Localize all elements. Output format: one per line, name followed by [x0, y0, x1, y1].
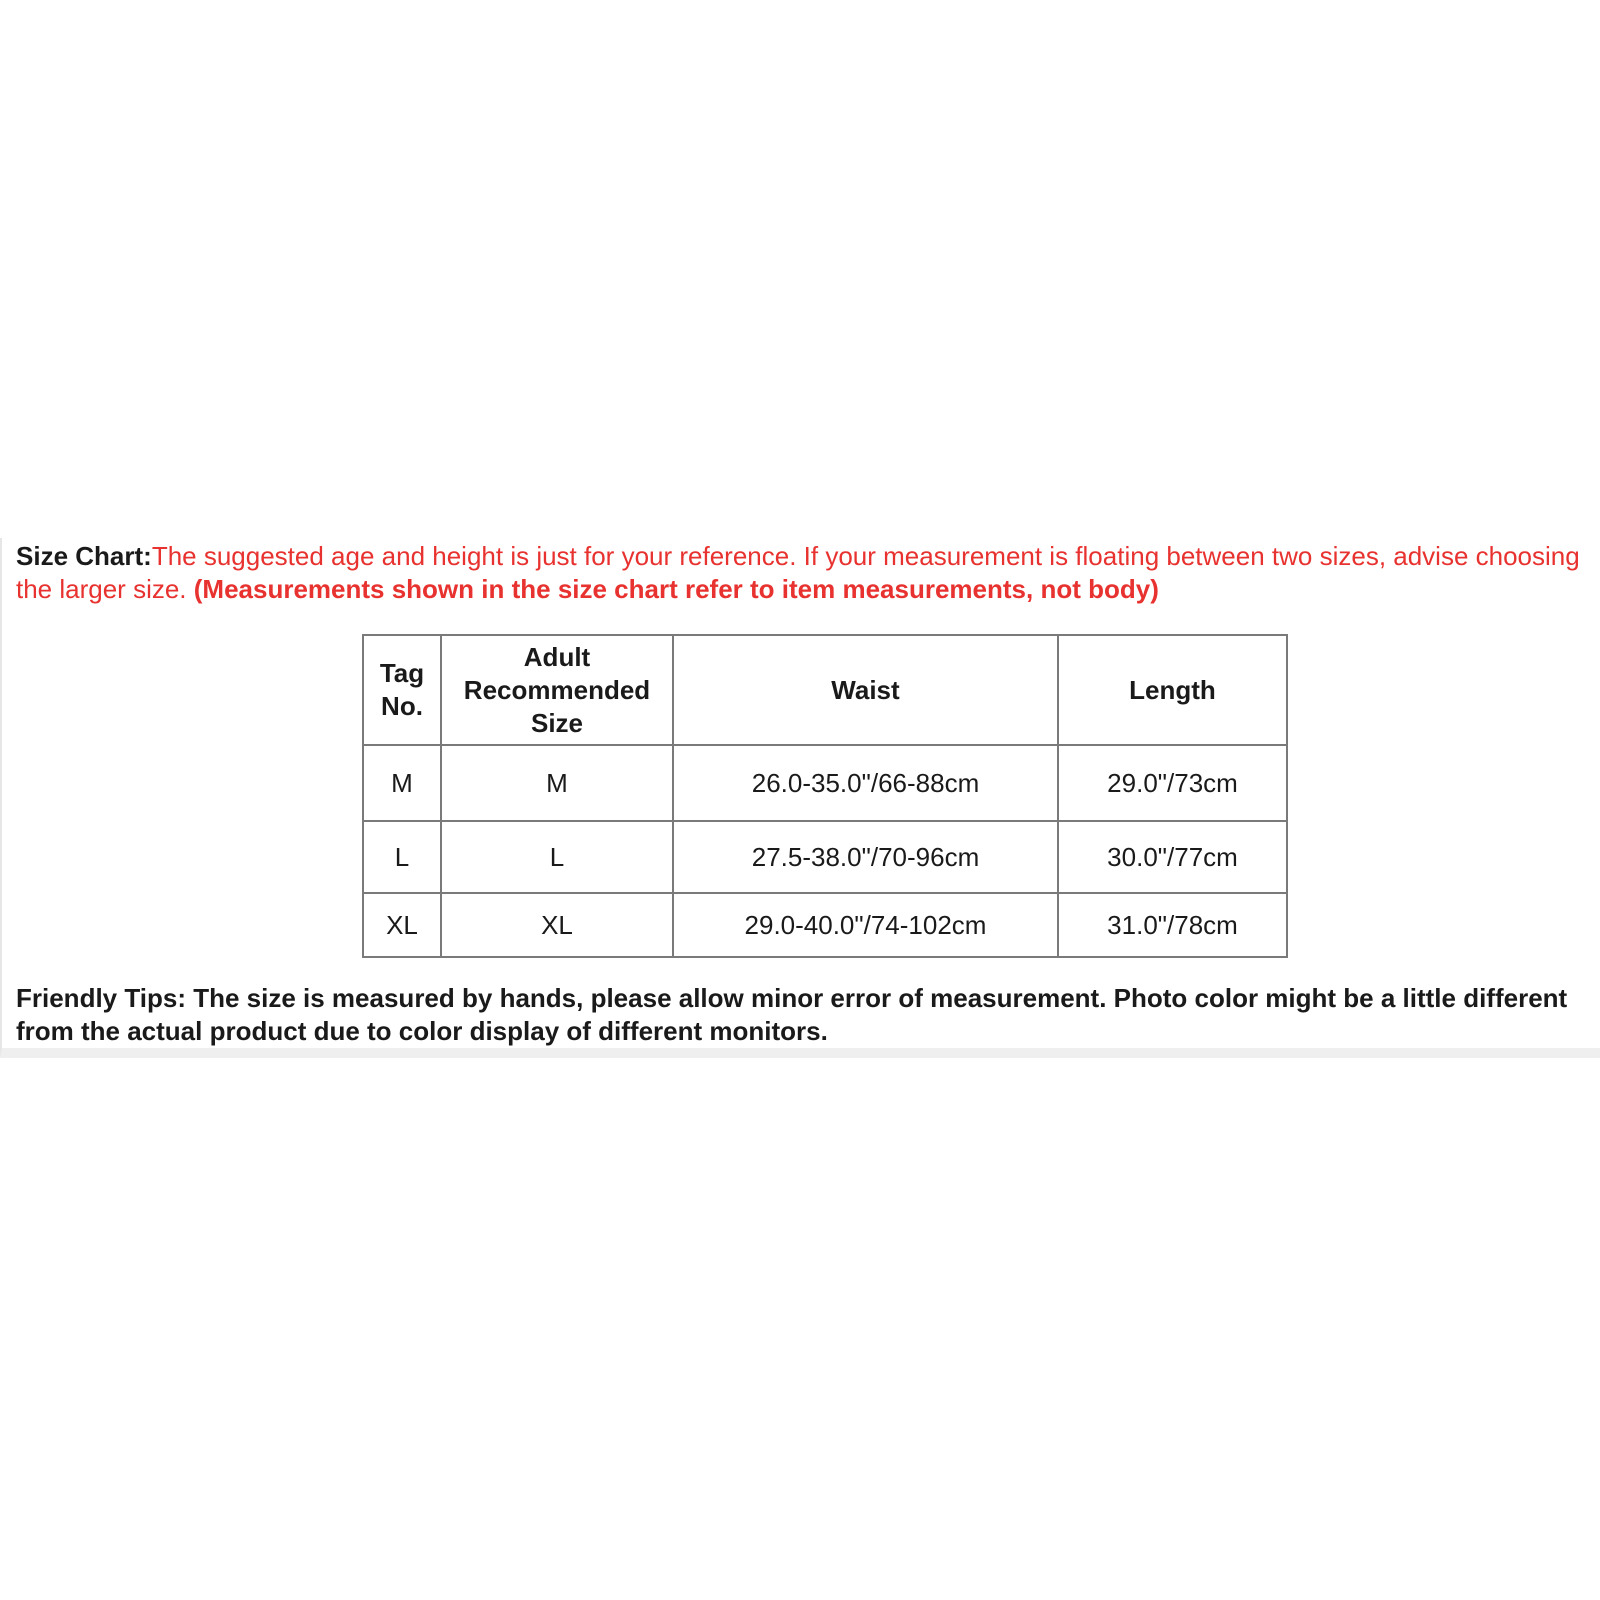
friendly-tips: Friendly Tips: The size is measured by hands, please allow minor error of measurement. Photo color might be a little different from the actual product due to color display of different monitors.: [16, 983, 1568, 1046]
header-adult-line1: Adult: [523, 641, 591, 672]
table-row: [363, 893, 1287, 957]
cell-length: 29.0"/73cm: [1058, 745, 1287, 821]
size-chart-advice: The suggested age and height is just for your reference. If your measurement is floating between two sizes, advise choosing the larger size.: [16, 541, 1580, 604]
cell-length: 30.0"/77cm: [1058, 821, 1287, 893]
cell-length: 31.0"/78cm: [1058, 893, 1287, 957]
header-tag-no: [363, 635, 441, 745]
measurement-note: (Measurements shown in the size chart refer to item measurements, not body): [193, 574, 1159, 604]
cell-waist: 29.0-40.0"/74-102cm: [673, 893, 1058, 957]
cell-tag: XL: [363, 893, 441, 957]
cell-adult-size: XL: [441, 893, 673, 957]
header-tag-line2: No.: [381, 691, 423, 721]
header-length: Length: [1058, 635, 1287, 745]
cell-tag: L: [363, 821, 441, 893]
cell-waist: 27.5-38.0"/70-96cm: [673, 821, 1058, 893]
size-chart-panel: [0, 538, 1600, 1058]
header-adult-size: [441, 635, 673, 745]
header-tag-line1: Tag: [379, 658, 425, 688]
header-waist: Waist: [673, 635, 1058, 745]
cell-waist: 26.0-35.0"/66-88cm: [673, 745, 1058, 821]
cell-tag: M: [363, 745, 441, 821]
size-table: [362, 634, 1288, 958]
cell-adult-size: M: [441, 745, 673, 821]
table-row: [363, 821, 1287, 893]
header-adult-line3: Size: [530, 707, 584, 738]
size-chart-intro: [16, 540, 1591, 606]
table-header-row: [363, 635, 1287, 745]
header-adult-line2: Recommended: [463, 674, 651, 705]
size-chart-label: Size Chart:: [16, 541, 152, 571]
table-row: [363, 745, 1287, 821]
cell-adult-size: L: [441, 821, 673, 893]
